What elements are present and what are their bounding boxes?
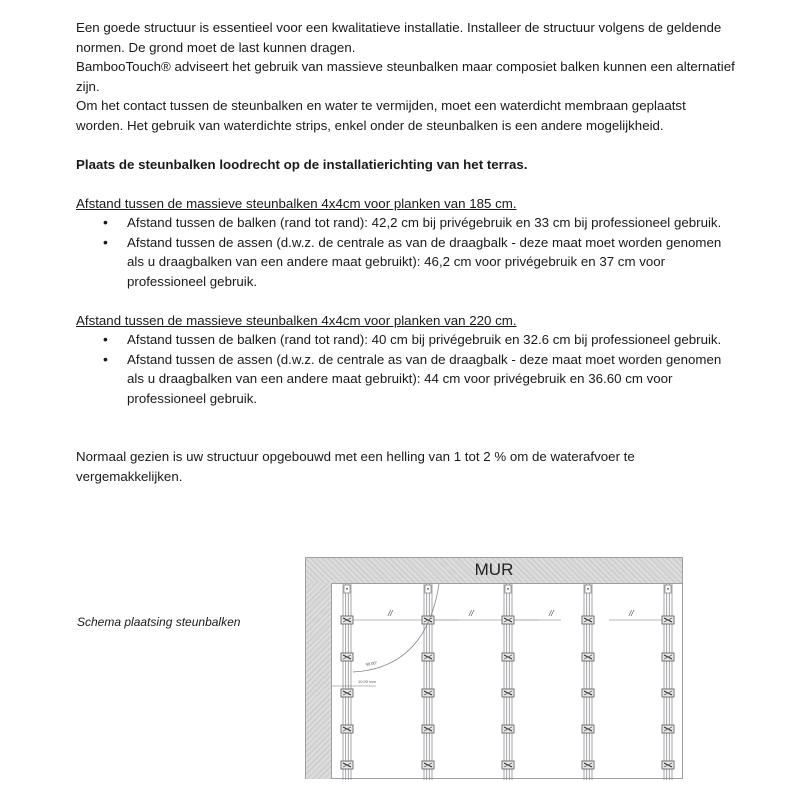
wall-label: MUR (474, 560, 514, 579)
svg-text://: // (388, 609, 393, 618)
bullet-list-220 (76, 330, 736, 408)
document-body (76, 18, 736, 486)
bullet-item: • Afstand tussen de balken (rand tot rand): 40 cm bij privégebruik en 32.6 cm bij professioneel gebruik. (127, 330, 736, 350)
svg-text:90,00°: 90,00° (365, 660, 378, 667)
beam-placement-diagram (305, 557, 683, 779)
bullet-item: • Afstand tussen de balken (rand tot rand): 42,2 cm bij privégebruik en 33 cm bij professioneel gebruik. (127, 213, 736, 233)
figure-caption: Schema plaatsing steunbalken (77, 615, 241, 629)
intro-paragraph-3: Om het contact tussen de steunbalken en water te vermijden, moet een waterdicht membraan geplaatst worden. Het gebruik van waterdichte strips, enkel onder de steunbalken is een andere mogelijkheid. (76, 98, 686, 133)
intro-paragraph-2: BambooTouch® adviseert het gebruik van massieve steunbalken maar composiet balken kunnen een alternatief zijn. (76, 59, 735, 94)
section-heading-185: Afstand tussen de massieve steunbalken 4x4cm voor planken van 185 cm. (76, 195, 517, 211)
section-heading-220: Afstand tussen de massieve steunbalken 4x4cm voor planken van 220 cm. (76, 312, 517, 328)
beam-layout-graphic (306, 558, 684, 780)
svg-text://: // (549, 609, 554, 618)
slope-note: Normaal gezien is uw structuur opgebouwd met een helling van 1 tot 2 % om de waterafvoer te vergemakkelijken. (76, 449, 635, 484)
instruction-heading: Plaats de steunbalken loodrecht op de installatierichting van het terras. (76, 156, 528, 172)
svg-text://: // (629, 609, 634, 618)
bullet-item: • Afstand tussen de assen (d.w.z. de centrale as van de draagbalk - deze maat moet worden genomen als u draagbalken van een andere maat gebruikt): 44 cm voor privégebruik en 36.60 cm voor professioneel gebruik. (127, 350, 736, 409)
intro-paragraph-1: Een goede structuur is essentieel voor een kwalitatieve installatie. Installeer de structuur volgens de geldende normen. De grond moet de last kunnen dragen. (76, 20, 722, 55)
svg-text:10,00 mm: 10,00 mm (358, 679, 376, 684)
bullet-list-185 (76, 213, 736, 291)
bullet-item: • Afstand tussen de assen (d.w.z. de centrale as van de draagbalk - deze maat moet worden genomen als u draagbalken van een andere maat gebruikt): 46,2 cm voor privégebruik en 37 cm voor professioneel gebruik. (127, 233, 736, 292)
svg-text://: // (469, 609, 474, 618)
